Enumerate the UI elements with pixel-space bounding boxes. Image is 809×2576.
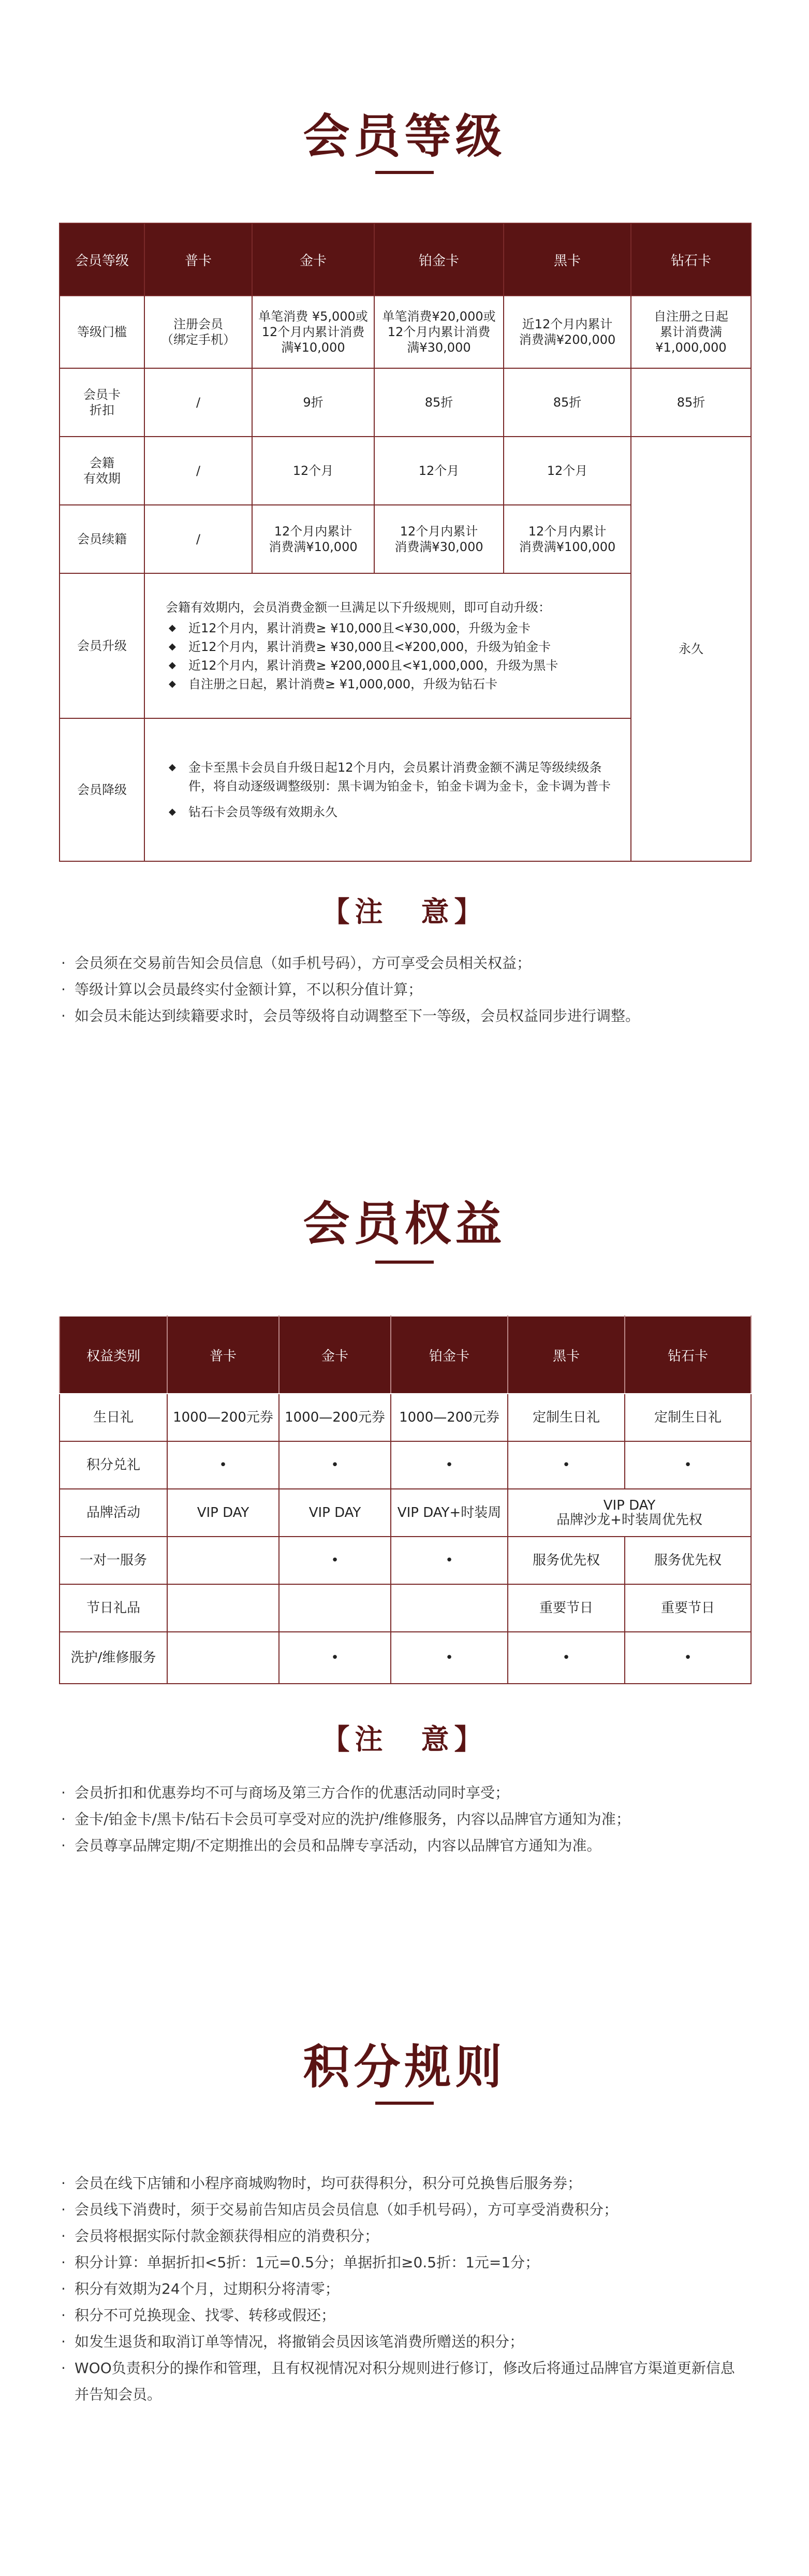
row-label: 会籍 有效期 bbox=[60, 437, 144, 505]
table-cell bbox=[167, 1537, 279, 1584]
table-cell: 自注册之日起 累计消费满 ¥1,000,000 bbox=[631, 296, 751, 368]
notice-title-levels: 【注 意】 bbox=[321, 895, 488, 928]
table-cell: 12个月内累计 消费满¥30,000 bbox=[374, 505, 504, 573]
header-cell: 金卡 bbox=[279, 1316, 391, 1394]
row-label: 会员升级 bbox=[60, 573, 144, 718]
table-cell: 近12个月内累计 消费满¥200,000 bbox=[504, 296, 631, 368]
row-label: 洗护/维修服务 bbox=[60, 1632, 167, 1684]
section-title-levels: 会员等级 bbox=[303, 109, 506, 164]
check-dot: • bbox=[391, 1632, 508, 1684]
note-item: · 会员尊享品牌定期/不定期推出的会员和品牌专享活动，内容以品牌官方通知为准。 bbox=[61, 1832, 755, 1859]
merged-cell: VIP DAY 品牌沙龙+时装周优先权 bbox=[508, 1489, 751, 1537]
header-cell: 普卡 bbox=[167, 1316, 279, 1394]
table-cell: 重要节日 bbox=[508, 1584, 625, 1632]
table-cell: 12个月 bbox=[374, 437, 504, 505]
table-cell: 注册会员 （绑定手机） bbox=[144, 296, 252, 368]
table-cell: 85折 bbox=[374, 368, 504, 437]
check-dot: • bbox=[279, 1632, 391, 1684]
section-title-benefits: 会员权益 bbox=[303, 1197, 506, 1251]
header-cell: 钻石卡 bbox=[625, 1316, 751, 1394]
check-dot: • bbox=[625, 1632, 751, 1684]
note-item: · 会员将根据实际付款金额获得相应的消费积分； bbox=[61, 2223, 744, 2249]
downgrade-rule: ◆ 钻石卡会员等级有效期永久 bbox=[166, 803, 618, 821]
levels-notes bbox=[61, 950, 755, 1029]
table-cell: 重要节日 bbox=[625, 1584, 751, 1632]
downgrade-rules bbox=[144, 718, 631, 861]
table-cell: 定制生日礼 bbox=[508, 1394, 625, 1441]
row-label: 品牌活动 bbox=[60, 1489, 167, 1537]
row-label: 生日礼 bbox=[60, 1394, 167, 1441]
row-label: 等级门槛 bbox=[60, 296, 144, 368]
note-item: · 积分有效期为24个月，过期积分将清零； bbox=[61, 2276, 744, 2302]
check-dot: • bbox=[508, 1632, 625, 1684]
header-cell: 铂金卡 bbox=[374, 223, 504, 296]
table-cell: 单笔消费¥20,000或 12个月内累计消费 满¥30,000 bbox=[374, 296, 504, 368]
note-item: · 金卡/铂金卡/黑卡/钻石卡会员可享受对应的洗护/维修服务，内容以品牌官方通知为准； bbox=[61, 1806, 755, 1832]
upgrade-rule: ◆ 近12个月内，累计消费≥ ¥200,000且<¥1,000,000，升级为黑卡 bbox=[166, 656, 618, 675]
row-label: 会员续籍 bbox=[60, 505, 144, 573]
header-cell: 权益类别 bbox=[60, 1316, 167, 1394]
table-cell: VIP DAY+时装周 bbox=[391, 1489, 508, 1537]
table-cell: 服务优先权 bbox=[508, 1537, 625, 1584]
note-item: · WOO负责积分的操作和管理，且有权视情况对积分规则进行修订，修改后将通过品牌官方渠道更新信息并告知会员。 bbox=[61, 2355, 744, 2408]
note-item: · 积分计算：单据折扣<5折：1元=0.5分；单据折扣≥0.5折：1元=1分； bbox=[61, 2249, 744, 2276]
check-dot: • bbox=[391, 1441, 508, 1489]
table-cell: 定制生日礼 bbox=[625, 1394, 751, 1441]
table-cell: 9折 bbox=[252, 368, 374, 437]
title-underline bbox=[375, 1261, 434, 1264]
row-label: 会员降级 bbox=[60, 718, 144, 861]
header-cell: 铂金卡 bbox=[391, 1316, 508, 1394]
upgrade-lead: 会籍有效期内，会员消费金额一旦满足以下升级规则，即可自动升级： bbox=[166, 600, 551, 615]
upgrade-rules bbox=[144, 573, 631, 718]
table-cell: 12个月 bbox=[252, 437, 374, 505]
table-cell: 12个月 bbox=[504, 437, 631, 505]
table-cell: 12个月内累计 消费满¥100,000 bbox=[504, 505, 631, 573]
title-underline bbox=[375, 2102, 434, 2105]
table-cell: / bbox=[144, 437, 252, 505]
table-cell bbox=[167, 1632, 279, 1684]
check-dot: • bbox=[279, 1441, 391, 1489]
table-cell: 服务优先权 bbox=[625, 1537, 751, 1584]
table-cell: 1000—200元券 bbox=[391, 1394, 508, 1441]
table-cell: 1000—200元券 bbox=[279, 1394, 391, 1441]
header-cell: 黑卡 bbox=[504, 223, 631, 296]
upgrade-rule: ◆ 近12个月内，累计消费≥ ¥10,000且<¥30,000，升级为金卡 bbox=[166, 619, 618, 638]
notice-title-benefits: 【注 意】 bbox=[321, 1723, 488, 1756]
note-item: · 会员线下消费时，须于交易前告知店员会员信息（如手机号码），方可享受消费积分； bbox=[61, 2196, 744, 2223]
upgrade-rule: ◆ 近12个月内，累计消费≥ ¥30,000且<¥200,000，升级为铂金卡 bbox=[166, 638, 618, 656]
upgrade-rule: ◆ 自注册之日起，累计消费≥ ¥1,000,000，升级为钻石卡 bbox=[166, 675, 618, 693]
table-cell: 1000—200元券 bbox=[167, 1394, 279, 1441]
permanent-cell: 永久 bbox=[631, 437, 751, 861]
row-label: 一对一服务 bbox=[60, 1537, 167, 1584]
table-cell bbox=[167, 1584, 279, 1632]
check-dot: • bbox=[391, 1537, 508, 1584]
note-item: · 会员在线下店铺和小程序商城购物时，均可获得积分，积分可兑换售后服务券； bbox=[61, 2170, 744, 2196]
table-cell: VIP DAY bbox=[279, 1489, 391, 1537]
table-cell: 12个月内累计 消费满¥10,000 bbox=[252, 505, 374, 573]
table-cell: VIP DAY bbox=[167, 1489, 279, 1537]
points-notes bbox=[61, 2170, 744, 2408]
check-dot: • bbox=[279, 1537, 391, 1584]
check-dot: • bbox=[625, 1441, 751, 1489]
table-cell: / bbox=[144, 505, 252, 573]
table-cell bbox=[391, 1584, 508, 1632]
row-label: 节日礼品 bbox=[60, 1584, 167, 1632]
title-underline bbox=[375, 171, 434, 174]
note-item: · 会员须在交易前告知会员信息（如手机号码），方可享受会员相关权益； bbox=[61, 950, 755, 976]
levels-table bbox=[59, 223, 752, 862]
row-label: 会员卡 折扣 bbox=[60, 368, 144, 437]
table-cell: 85折 bbox=[631, 368, 751, 437]
note-item: · 积分不可兑换现金、找零、转移或假还； bbox=[61, 2302, 744, 2328]
table-cell: 单笔消费 ¥5,000或 12个月内累计消费 满¥10,000 bbox=[252, 296, 374, 368]
section-title-points: 积分规则 bbox=[303, 2040, 506, 2094]
header-cell: 会员等级 bbox=[60, 223, 144, 296]
header-cell: 普卡 bbox=[144, 223, 252, 296]
check-dot: • bbox=[167, 1441, 279, 1489]
note-item: · 如会员未能达到续籍要求时，会员等级将自动调整至下一等级，会员权益同步进行调整。 bbox=[61, 1003, 755, 1029]
table-cell: 85折 bbox=[504, 368, 631, 437]
downgrade-rule: ◆ 金卡至黑卡会员自升级日起12个月内，会员累计消费金额不满足等级续级条件，将自动逐级调整级别：黑卡调为铂金卡，铂金卡调为金卡，金卡调为普卡 bbox=[166, 758, 618, 795]
header-cell: 黑卡 bbox=[508, 1316, 625, 1394]
header-cell: 金卡 bbox=[252, 223, 374, 296]
note-item: · 如发生退货和取消订单等情况，将撤销会员因该笔消费所赠送的积分； bbox=[61, 2328, 744, 2355]
note-item: · 会员折扣和优惠券均不可与商场及第三方合作的优惠活动同时享受； bbox=[61, 1779, 755, 1806]
table-cell: / bbox=[144, 368, 252, 437]
benefits-notes bbox=[61, 1779, 755, 1859]
check-dot: • bbox=[508, 1441, 625, 1489]
benefits-table bbox=[59, 1315, 752, 1684]
header-cell: 钻石卡 bbox=[631, 223, 751, 296]
row-label: 积分兑礼 bbox=[60, 1441, 167, 1489]
table-cell bbox=[279, 1584, 391, 1632]
note-item: · 等级计算以会员最终实付金额计算，不以积分值计算； bbox=[61, 976, 755, 1003]
